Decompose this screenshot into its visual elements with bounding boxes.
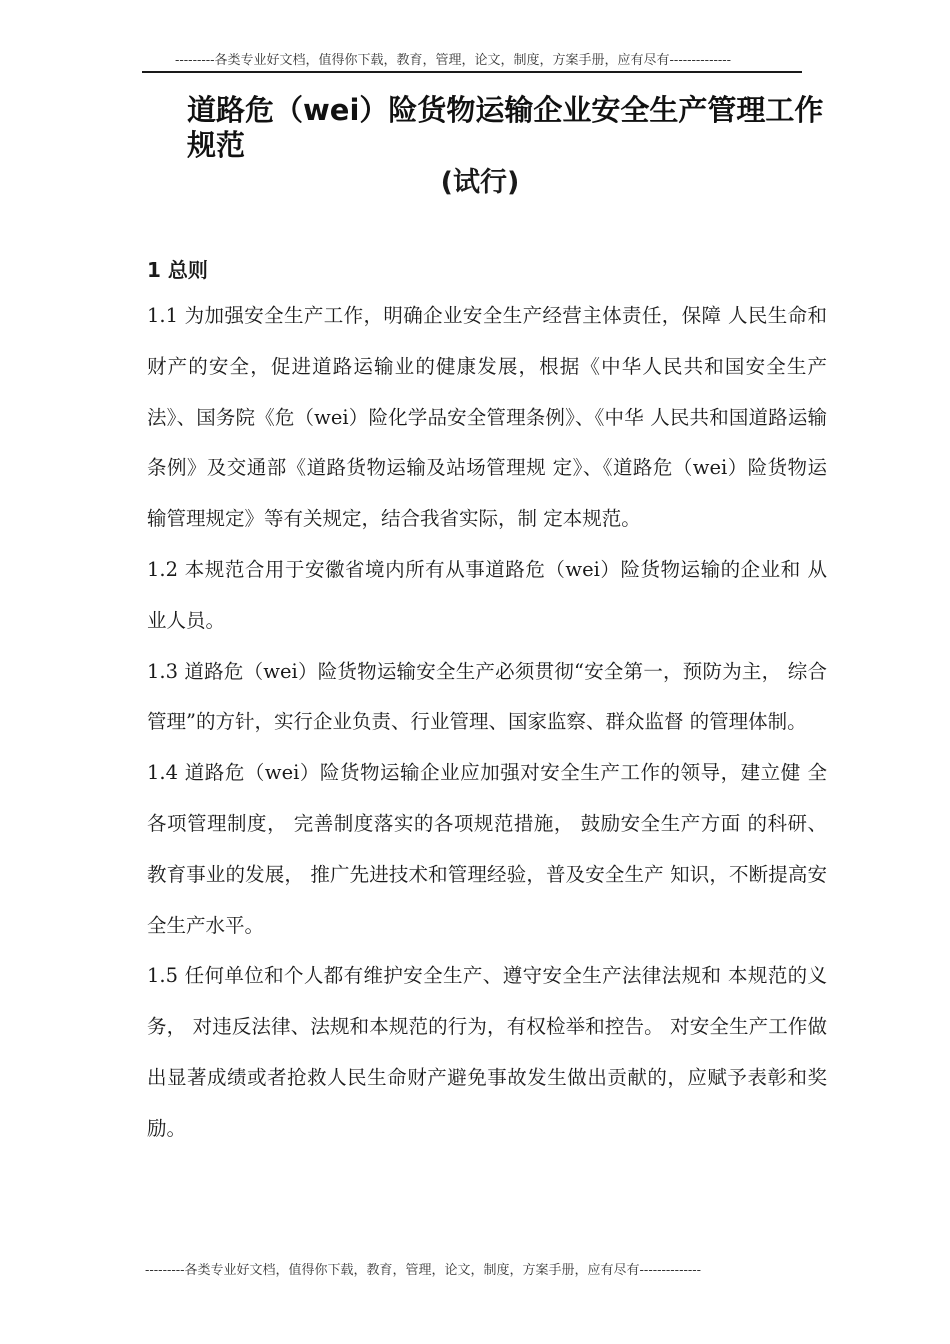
paragraph-1-1: 1.1 为加强安全生产工作，明确企业安全生产经营主体责任，保障 人民生命和财产的安全，促进道路运输业的健康发展，根据《中华人民共和国安全生产法》、国务院《危（wei）险化学品安全管理条例》、《中华 人民共和国道路运输条例》及交通部《道路货物运输及站场管理规 定》、《道路危（wei）险货物运输管理规定》等有关规定，结合我省实际，制 定本规范。 — [147, 304, 827, 531]
section-body — [147, 291, 827, 1155]
header-banner: ---------各类专业好文档，值得你下载，教育，管理，论文，制度，方案手册，应有尽有-------------- — [175, 53, 732, 68]
section-heading: 1 总则 — [147, 258, 208, 282]
document-title: 道路危（wei）险货物运输企业安全生产管理工作规范 — [187, 93, 824, 162]
paragraph-1-4: 1.4 道路危（wei）险货物运输企业应加强对安全生产工作的领导，建立健 全各项管理制度， 完善制度落实的各项规范措施， 鼓励安全生产方面 的科研、教育事业的发展， 推广先进技术和管理经验，普及安全生产 知识，不断提高安全生产水平。 — [147, 761, 827, 937]
paragraph-1-2: 1.2 本规范合用于安徽省境内所有从事道路危（wei）险货物运输的企业和 从业人员。 — [147, 557, 827, 632]
footer-banner: ---------各类专业好文档，值得你下载，教育，管理，论文，制度，方案手册，应有尽有-------------- — [145, 1263, 702, 1278]
document-subtitle: (试行) — [440, 167, 520, 198]
paragraph-1-3: 1.3 道路危（wei）险货物运输安全生产必须贯彻“安全第一，预防为主， 综合管理”的方针，实行企业负责、行业管理、国家监察、群众监督 的管理体制。 — [147, 659, 827, 734]
paragraph-1-5: 1.5 任何单位和个人都有维护安全生产、遵守安全生产法律法规和 本规范的义务， 对违反法律、法规和本规范的行为，有权检举和控告。 对安全生产工作做出显著成绩或者抢救人民生命财产避免事故发生做出贡献的，应赋予表彰和奖励。 — [147, 964, 827, 1140]
header-divider — [142, 71, 802, 73]
